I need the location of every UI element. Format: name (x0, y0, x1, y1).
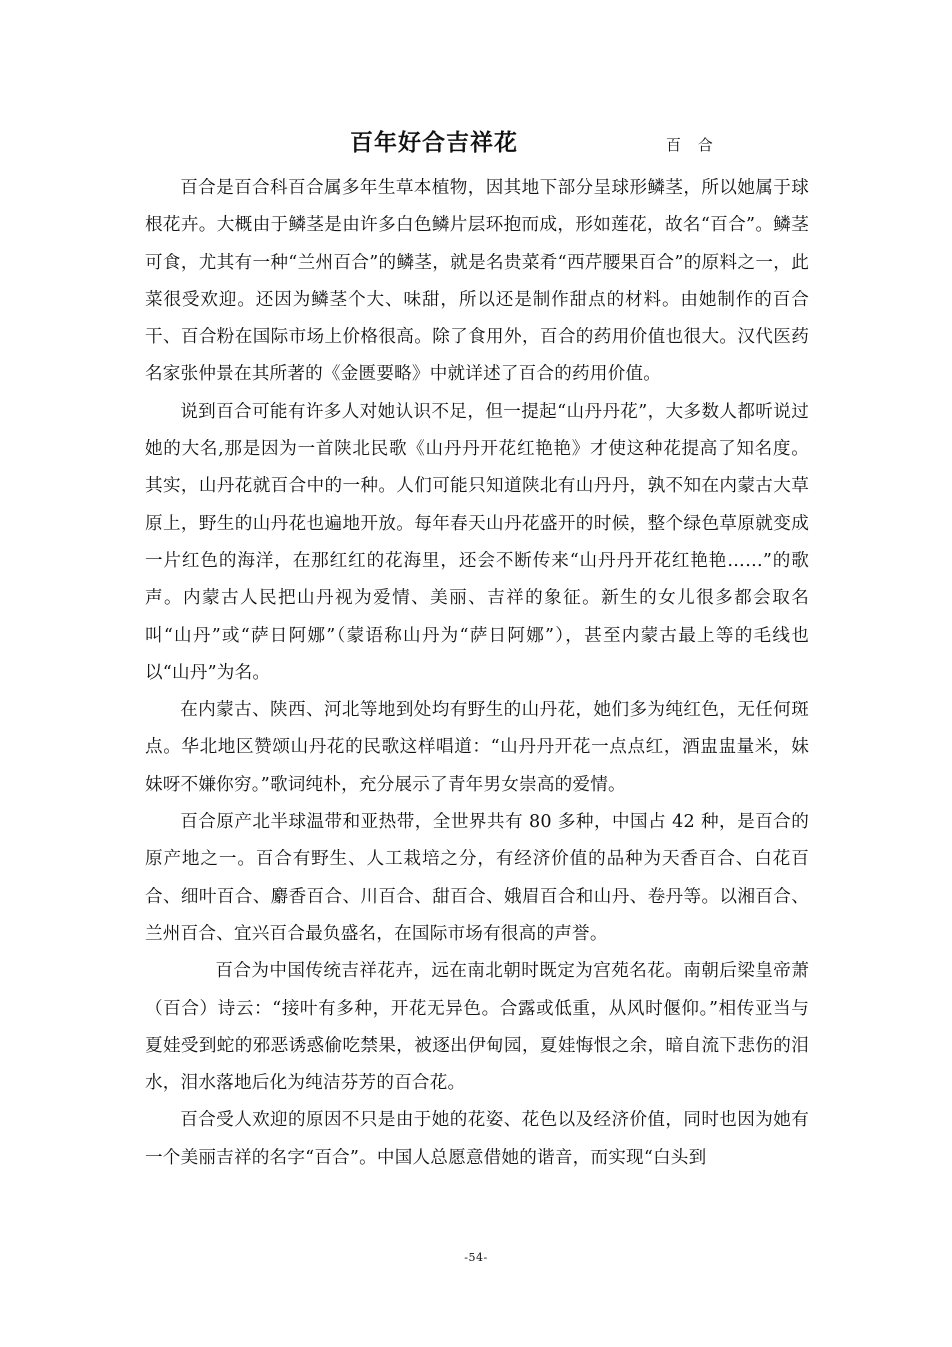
paragraph-6: 百合受人欢迎的原因不只是由于她的花姿、花色以及经济价值，同时也因为她有一个美丽吉祥的名字“百合”。中国人总愿意借她的谐音，而实现“白头到 (145, 1110, 809, 1168)
article-title: 百年好合吉祥花 (350, 129, 518, 156)
paragraph-3: 在内蒙古、陕西、河北等地到处均有野生的山丹花，她们多为纯红色，无任何斑点。华北地区赞颂山丹花的民歌这样唱道：“山丹丹开花一点点红，酒盅盅量米，妹妹呀不嫌你穷。”歌词纯朴，充分展示了青年男女崇高的爱情。 (145, 700, 809, 795)
paragraph-1: 百合是百合科百合属多年生草本植物，因其地下部分呈球形鳞茎，所以她属于球根花卉。大概由于鳞茎是由许多白色鳞片层环抱而成，形如莲花，故名“百合”。鳞茎可食，尤其有一种“兰州百合”的鳞茎，就是名贵菜肴“西芹腰果百合”的原料之一，此菜很受欢迎。还因为鳞茎个大、味甜，所以还是制作甜点的材料。由她制作的百合干、百合粉在国际市场上价格很高。除了食用外，百合的药用价值也很大。汉代医药名家张仲景在其所著的《金匮要略》中就详述了百合的药用价值。 (145, 178, 809, 385)
paragraph-5: 百合为中国传统吉祥花卉，远在南北朝时既定为宫苑名花。南朝后梁皇帝萧（百合）诗云：“接叶有多种，开花无异色。合露或低重，从风时偃仰。”相传亚当与夏娃受到蛇的邪恶诱惑偷吃禁果，被逐出伊甸园，夏娃悔恨之余，暗自流下悲伤的泪水，泪水落地后化为纯洁芬芳的百合花。 (145, 961, 809, 1094)
title-row (0, 124, 952, 160)
paragraph-4: 百合原产北半球温带和亚热带，全世界共有 80 多种，中国占 42 种，是百合的原产地之一。百合有野生、人工栽培之分，有经济价值的品种为天香百合、白花百合、细叶百合、麝香百合、川百合、甜百合、娥眉百合和山丹、卷丹等。以湘百合、兰州百合、宜兴百合最负盛名，在国际市场有很高的声誉。 (145, 812, 809, 944)
page-number: -54- (464, 1251, 488, 1264)
paragraph-2: 说到百合可能有许多人对她认识不足，但一提起“山丹丹花”，大多数人都听说过她的大名,那是因为一首陕北民歌《山丹丹开花红艳艳》才使这种花提高了知名度。其实，山丹花就百合中的一种。人们可能只知道陕北有山丹丹，孰不知在内蒙古大草原上，野生的山丹花也遍地开放。每年春天山丹花盛开的时候，整个绿色草原就变成一片红色的海洋，在那红红的花海里，还会不断传来“山丹丹开花红艳艳……”的歌声。内蒙古人民把山丹视为爱情、美丽、吉祥的象征。新生的女儿很多都会取名叫“山丹”或“萨日阿娜”（蒙语称山丹为“萨日阿娜”），甚至内蒙古最上等的毛线也以“山丹”为名。 (145, 401, 809, 683)
article-body (145, 170, 809, 1177)
article-subtitle: 百 合 (666, 136, 719, 154)
